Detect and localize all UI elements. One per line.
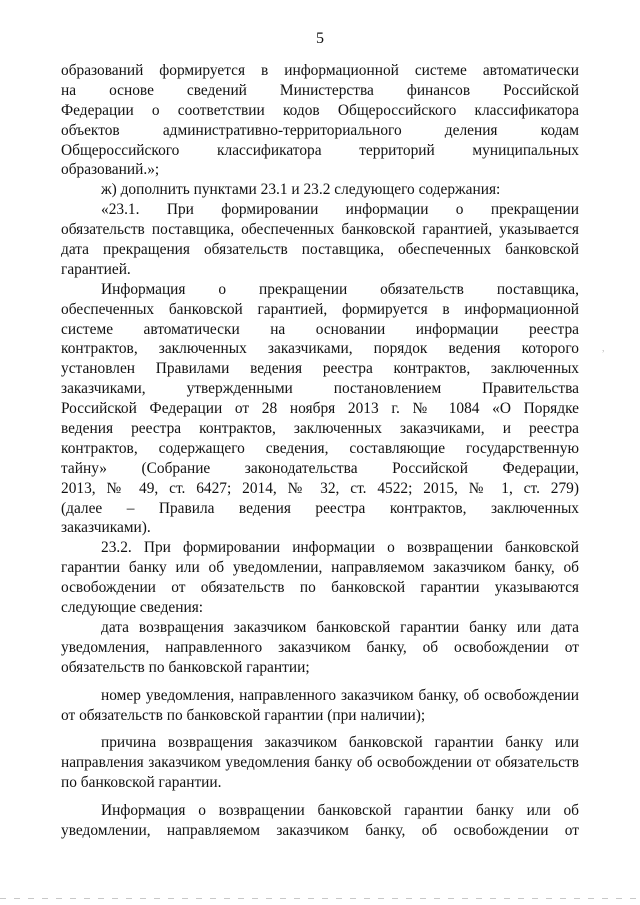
text-line: на основе сведений Министерства финансов Российской [61, 81, 579, 99]
text-line: системе автоматически на основании информации реестра [61, 320, 579, 338]
text-line: от обязательств по банковской гарантии (при наличии); [61, 706, 426, 724]
text-line: обеспеченных банковской гарантией, формируется в информационной [61, 300, 579, 318]
text-line: тайну» (Собрание законодательства Российской Федерации, [61, 459, 579, 477]
text-line: номер уведомления, направленного заказчиком банку, об освобождении [101, 686, 579, 704]
text-line: освобождении от обязательств по банковской гарантии указываются [61, 579, 579, 597]
scan-mark: , [602, 343, 605, 354]
text-line: уведомлении, направляемом заказчиком банку, об освобождении от [61, 821, 579, 839]
text-line: Общероссийского классификатора территорий муниципальных [61, 141, 579, 159]
text-line: следующие сведения: [61, 599, 204, 617]
text-line: гарантией. [61, 260, 131, 278]
text-line: Информация о прекращении обязательств поставщика, [101, 280, 579, 298]
text-line: дата прекращения обязательств поставщика, обеспеченных банковской [61, 241, 579, 259]
text-line: по банковской гарантии. [61, 774, 222, 792]
text-line: Информация о возвращении банковской гарантии банку или об [101, 802, 579, 820]
text-line: 23.2. При формировании информации о возвращении банковской [101, 539, 579, 557]
text-line: гарантии банку или об уведомлении, направляемом заказчиком банку, об [61, 559, 579, 577]
text-line: обязательств поставщика, обеспеченных банковской гарантией, указывается [61, 221, 579, 239]
text-line: контрактов, заключенных заказчиками, порядок ведения которого [61, 340, 579, 358]
text-line: ж) дополнить пунктами 23.1 и 23.2 следующего содержания: [101, 181, 501, 199]
text-line: обязательств по банковской гарантии; [61, 658, 310, 676]
text-line: причина возвращения заказчиком банковской гарантии банку или [101, 734, 579, 752]
scan-edge [0, 898, 640, 899]
text-line: направления заказчиком уведомления банку об освобождении от обязательств [61, 754, 579, 772]
text-line: дата возвращения заказчиком банковской гарантии банку или дата [101, 618, 579, 636]
text-line: установлен Правилами ведения реестра контрактов, заключенных [61, 360, 579, 378]
text-line: ведения реестра контрактов, заключенных заказчиками, и реестра [61, 420, 579, 438]
text-line: объектов административно-территориального деления кодам [61, 121, 579, 139]
text-line: (далее – Правила ведения реестра контрактов, заключенных [61, 499, 579, 517]
text-line: заказчиками, утвержденными постановлением Правительства [61, 380, 579, 398]
page-number: 5 [316, 30, 324, 47]
text-line: уведомления, направленного заказчиком банку, об освобождении от [61, 638, 579, 656]
text-line: заказчиками). [61, 519, 151, 537]
text-line: образований.»; [61, 161, 160, 179]
text-line: контрактов, содержащего сведения, составляющие государственную [61, 439, 579, 457]
text-line: Российской Федерации от 28 ноября 2013 г. № 1084 «О Порядке [61, 400, 579, 418]
text-line: образований формируется в информационной системе автоматически [61, 62, 579, 79]
document-body [61, 61, 579, 841]
text-line: Федерации о соответствии кодов Общероссийского классификатора [61, 101, 579, 119]
text-line: «23.1. При формировании информации о прекращении [101, 201, 579, 219]
text-line: 2013, № 49, ст. 6427; 2014, № 32, ст. 4522; 2015, № 1, ст. 279) [61, 479, 579, 497]
